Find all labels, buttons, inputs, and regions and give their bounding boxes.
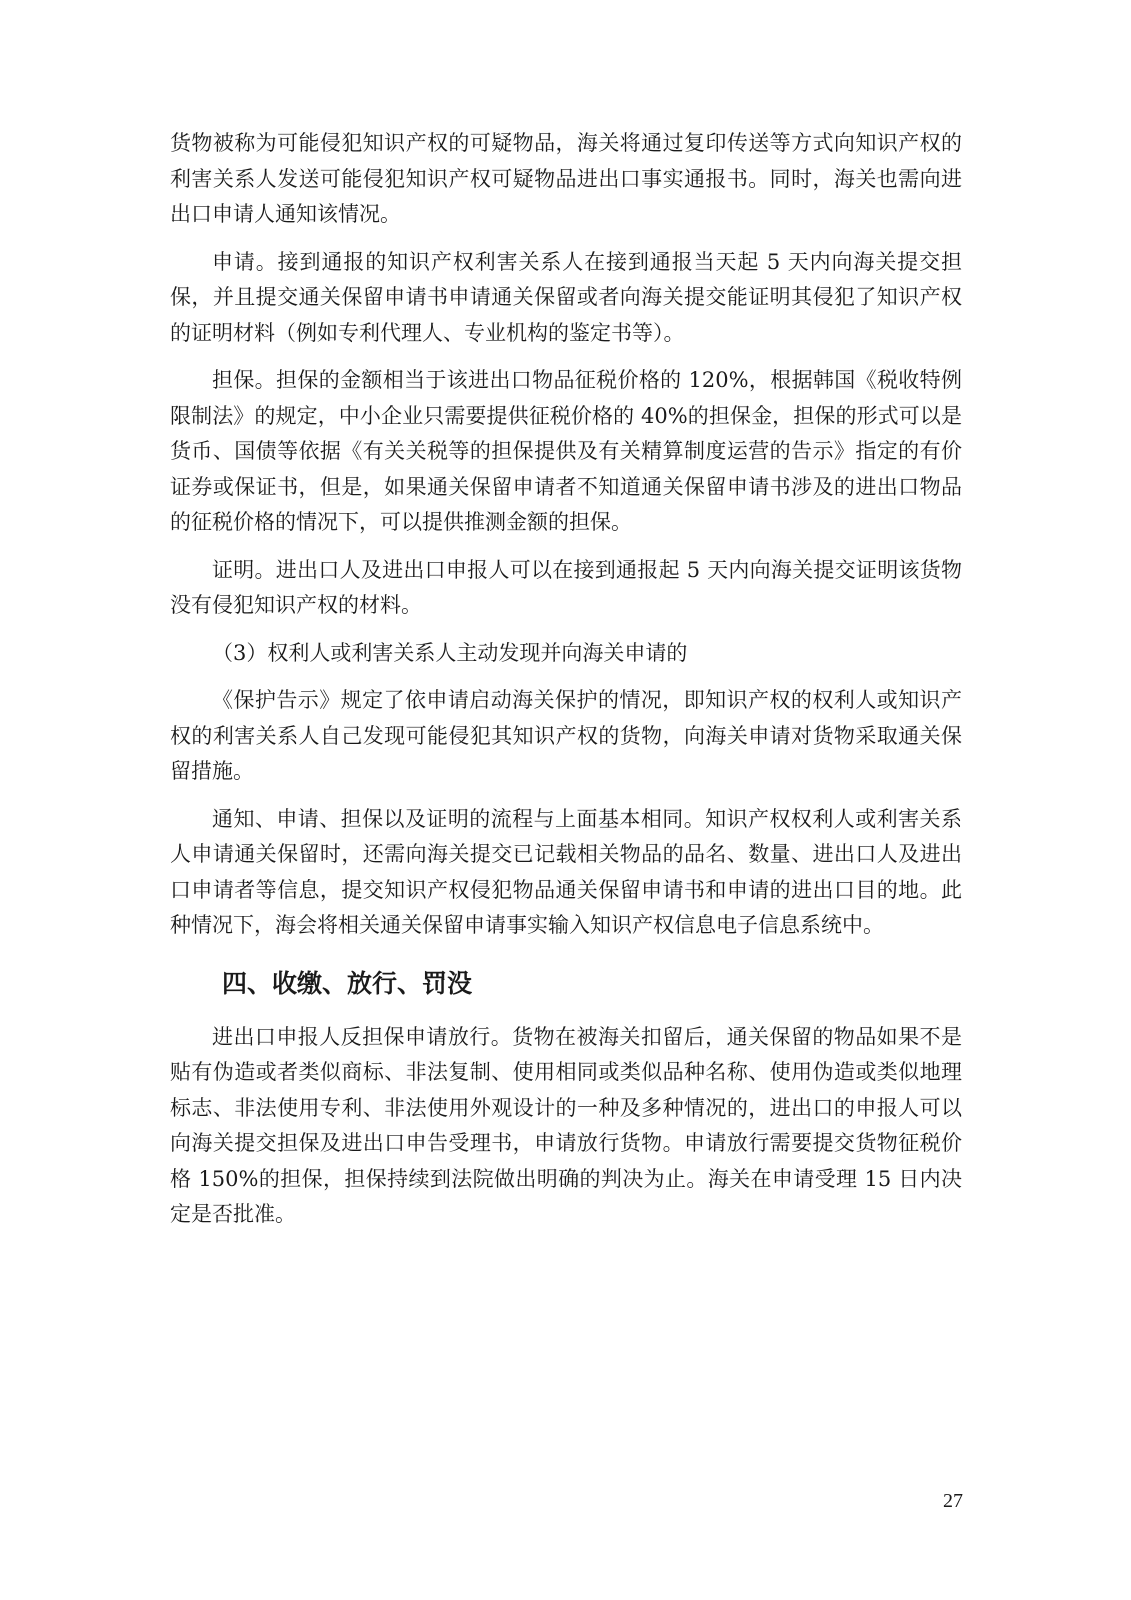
paragraph-guarantee: 担保。担保的金额相当于该进出口物品征税价格的 120%，根据韩国《税收特例限制法》的规定，中小企业只需要提供征税价格的 40%的担保金，担保的形式可以是货币、国债等依据《有关关税等的担保提供及有关精算制度运营的告示》指定的有价证券或保证书，但是，如果通关保留申请者不知道通关保留申请书涉及的进出口物品的征税价格的情况下，可以提供推测金额的担保。 xyxy=(170,368,962,534)
paragraph-continuation: 货物被称为可能侵犯知识产权的可疑物品，海关将通过复印传送等方式向知识产权的利害关系人发送可能侵犯知识产权可疑物品进出口事实通报书。同时，海关也需向进出口申请人通知该情况。 xyxy=(170,131,962,226)
paragraph-process: 通知、申请、担保以及证明的流程与上面基本相同。知识产权权利人或利害关系人申请通关保留时，还需向海关提交已记载相关物品的品名、数量、进出口人及进出口申请者等信息，提交知识产权侵犯物品通关保留申请书和申请的进出口目的地。此种情况下，海会将相关通关保留申请事实输入知识产权信息电子信息系统中。 xyxy=(170,806,962,937)
paragraph-protection-notice: 《保护告示》规定了依申请启动海关保护的情况，即知识产权的权利人或知识产权的利害关系人自己发现可能侵犯其知识产权的货物，向海关申请对货物采取通关保留措施。 xyxy=(170,688,962,783)
paragraph-application: 申请。接到通报的知识产权利害关系人在接到通报当天起 5 天内向海关提交担保，并且提交通关保留申请书申请通关保留或者向海关提交能证明其侵犯了知识产权的证明材料（例如专利代理人、专业机构的鉴定书等）。 xyxy=(170,249,962,345)
section-heading: 四、收缴、放行、罚没 xyxy=(222,968,473,998)
document-body xyxy=(170,126,962,1245)
paragraph-release: 进出口申报人反担保申请放行。货物在被海关扣留后，通关保留的物品如果不是贴有伪造或者类似商标、非法复制、使用相同或类似品种名称、使用伪造或类似地理标志、非法使用专利、非法使用外观设计的一种及多种情况的，进出口的申报人可以向海关提交担保及进出口申告受理书，申请放行货物。申请放行需要提交货物征税价格 150%的担保，担保持续到法院做出明确的判决为止。海关在申请受理 15 日内决定是否批准。 xyxy=(170,1024,962,1226)
page-number: 27 xyxy=(943,1490,963,1512)
subheading-3: （3）权利人或利害关系人主动发现并向海关申请的 xyxy=(212,640,688,665)
paragraph-proof: 证明。进出口人及进出口申报人可以在接到通报起 5 天内向海关提交证明该货物没有侵犯知识产权的材料。 xyxy=(170,557,962,617)
